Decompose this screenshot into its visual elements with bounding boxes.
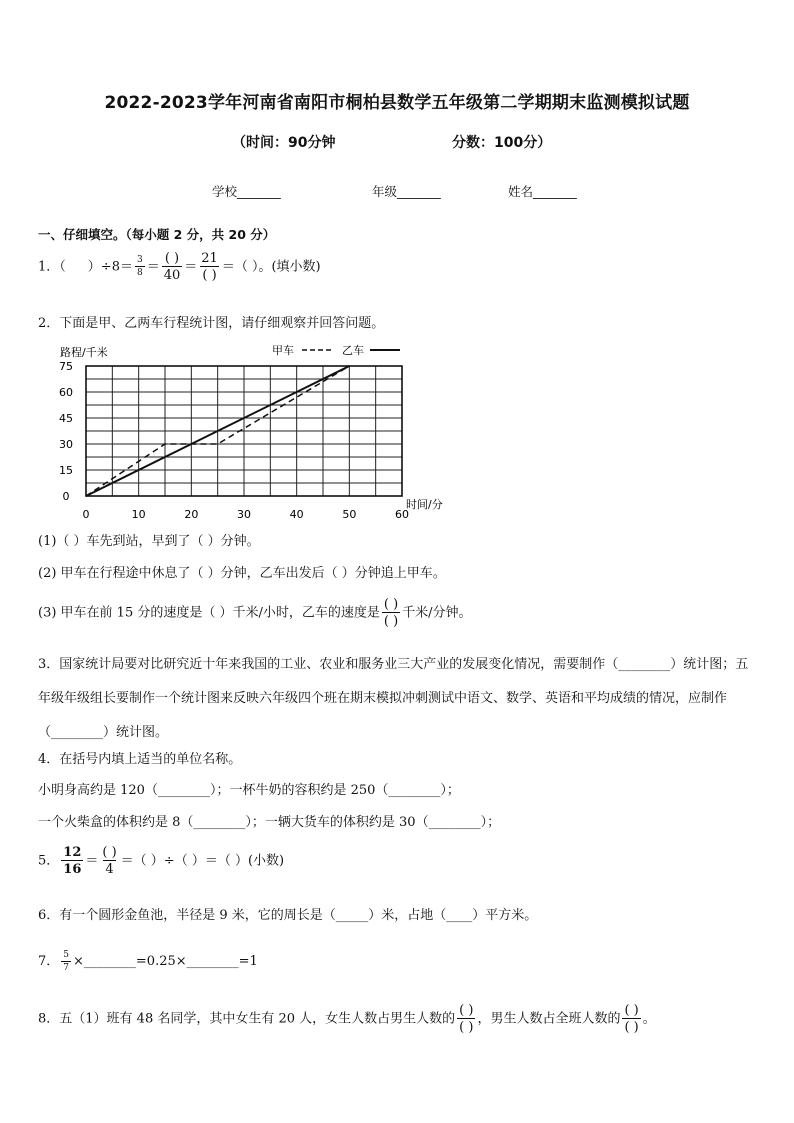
section-title: 一、仔细填空。（每小题 2 分，共 20 分） [38,227,276,242]
q2-sub-2: (2) 甲车在行程途中休息了（ ）分钟，乙车出发后（ ）分钟追上甲车。 [38,566,446,581]
question-5 [38,846,284,876]
y-tick-label: 0 [62,490,70,503]
name-field [508,182,577,200]
q5-fraction-1: $\frac{12}{16}$ [63,845,82,877]
x-tick-label: 60 [395,508,409,521]
q8-part-a: 8．五（1）班有 48 名同学，其中女生有 20 人，女生人数占男生人数的 [38,1011,456,1027]
x-tick-label: 50 [342,508,357,521]
legend-label-yi: 乙车 [342,344,364,357]
y-tick-label: 45 [59,412,73,425]
school-label: 学校 [212,184,238,199]
question-2: 2．下面是甲、乙两车行程统计图，请仔细观察并回答问题。 [38,316,385,331]
chart-x-axis-label: 时间/分 [406,498,443,511]
q7-number: 7． [38,954,60,969]
q1-equals: ＝ [146,259,160,275]
name-blank: _______ [533,184,577,199]
q8-part-b: ，男生人数占全班人数的 [477,1011,621,1027]
grade-field [372,182,441,200]
question-4-title: 4．在括号内填上适当的单位名称。 [38,752,242,767]
x-tick-label: 40 [289,508,304,521]
q1-fraction-1: $\frac{3}{8}$ [136,255,143,278]
q1-lead: （ [59,259,66,275]
q1-part1: ）÷8＝ [87,259,133,275]
chart-y-axis-label: 路程/千米 [60,346,108,359]
school-blank: _______ [237,184,281,199]
q1-tail: ＝（ ）。(填小数) [221,259,321,275]
q1-equals-2: ＝ [184,259,198,275]
chart-ticks [59,360,409,521]
grade-blank: _______ [397,184,441,199]
x-tick-label: 0 [82,508,90,521]
page-title: 2022-2023学年河南省南阳市桐柏县数学五年级第二学期期末监测模拟试题 [104,93,690,113]
y-tick-label: 30 [59,438,73,451]
q7-tail: ×________=0.25×________=1 [73,954,258,969]
question-4-line-1: 小明身高约是 120（________）；一杯牛奶的容积约是 250（________）； [38,783,460,798]
chart-grid [86,366,402,496]
x-tick-label: 20 [184,508,199,521]
q1-fraction-3: $\frac{21}{( )}$ [201,251,218,283]
question-7 [38,950,258,973]
q5-tail: ＝（ ）÷（ ）＝（ ）(小数) [120,853,285,869]
q1-fraction-2: $\frac{( )}{40}$ [163,251,181,283]
q8-fraction-1: $\frac{( )}{( )}$ [459,1003,474,1035]
x-tick-label: 10 [131,508,146,521]
exam-score: 分数：100分） [452,135,552,151]
name-label: 姓名 [508,184,534,199]
y-tick-label: 60 [59,386,73,399]
legend-label-jia: 甲车 [272,344,294,357]
q2-sub-3-fraction: $\frac{( )}{( )}$ [383,597,399,629]
school-field [212,182,281,200]
q5-number: 5． [38,853,60,869]
x-tick-label: 30 [237,508,251,521]
q8-fraction-2: $\frac{( )}{( )}$ [624,1003,639,1035]
q2-sub-3-b: 千米/分钟。 [402,605,472,621]
q2-sub-3-a: (3) 甲车在前 15 分的速度是（ ）千米/小时，乙车的速度是 [38,605,380,621]
distance-time-chart [40,338,460,528]
exam-time: （时间：90分钟 [232,135,336,151]
q5-fraction-2: $\frac{( )}{4}$ [102,845,117,877]
y-tick-label: 15 [59,464,73,477]
q2-sub-1: (1)（ ）车先到站，早到了（ ）分钟。 [38,534,260,549]
question-8 [38,1004,656,1034]
grade-label: 年级 [372,184,398,199]
q7-fraction: $\frac{5}{7}$ [63,949,70,973]
y-tick-label: 75 [59,360,73,373]
question-1 [38,252,321,282]
q8-part-c: 。 [642,1011,656,1027]
q5-equals: ＝ [85,853,99,869]
q1-number: 1． [38,259,60,275]
q2-sub-3 [38,598,472,628]
question-4-line-2: 一个火柴盒的体积约是 8（________）；一辆大货车的体积约是 30（________）； [38,815,501,830]
question-3: 3．国家统计局要对比研究近十年来我国的工业、农业和服务业三大产业的发展变化情况，需要制作（________）统计图；五年级年级组长要制作一个统计图来反映六年级四个班在期末模拟冲刺测试中语文、数学、英语和平均成绩的情况，应制作（________）统计图。 [38,657,749,740]
question-6: 6．有一个圆形金鱼池，半径是 9 米，它的周长是（_____）米，占地（____）平方米。 [38,908,538,923]
